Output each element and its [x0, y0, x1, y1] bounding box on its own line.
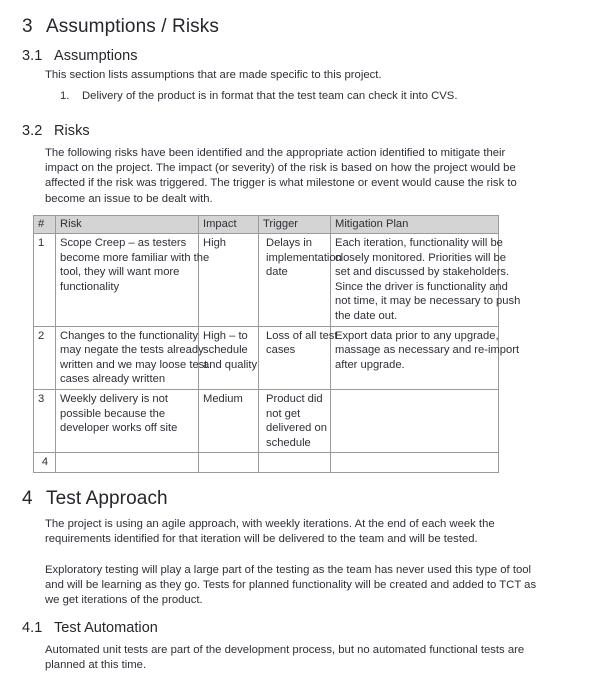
table-header-row: [34, 216, 499, 234]
test-approach-paragraph-1: The project is using an agile approach, with weekly iterations. At the end of each week the requirements identified for that iteration will be delivered to the team and will be tested.: [45, 518, 495, 546]
cell-trigger: [259, 453, 331, 473]
test-approach-paragraph-2: Exploratory testing will play a large part of the testing as the team has never used this type of tool and will be learning as they go. Tests for planned functionality will be created and added to TCT as we get iterations of the product.: [45, 564, 537, 607]
heading-3-assumptions-risks: [22, 16, 219, 38]
column-header-impact: Impact: [199, 216, 259, 234]
list-item: [60, 89, 530, 104]
cell-number: 4: [34, 453, 56, 473]
cell-risk: Weekly delivery is not possible because the developer works off site: [56, 389, 199, 452]
heading-3-1-assumptions: [22, 48, 138, 64]
heading-3-title: Assumptions / Risks: [46, 16, 219, 37]
heading-4-1-test-automation: [22, 620, 158, 636]
cell-number: 1: [34, 234, 56, 327]
cell-impact: Medium: [199, 389, 259, 452]
cell-mitigation: [331, 453, 499, 473]
heading-3-number: 3: [22, 16, 33, 37]
cell-trigger: Loss of all test cases: [259, 326, 331, 389]
cell-mitigation: Each iteration, functionality will be closely monitored. Priorities will be set and discussed by stakeholders. Since the driver is functionality and not time, it may be necessary to push the date out.: [331, 234, 499, 327]
column-header-mitigation: Mitigation Plan: [331, 216, 499, 234]
cell-risk: [56, 453, 199, 473]
cell-trigger: Product did not get delivered on schedule: [259, 389, 331, 452]
heading-4-number: 4: [22, 488, 33, 509]
assumptions-list: [60, 89, 530, 104]
assumptions-intro-paragraph: This section lists assumptions that are made specific to this project.: [45, 69, 382, 81]
table-row: [34, 326, 499, 389]
table-row: [34, 453, 499, 473]
heading-3-2-number: 3.2: [22, 123, 43, 139]
cell-number: 2: [34, 326, 56, 389]
cell-trigger: Delays in implementation date: [259, 234, 331, 327]
heading-3-2-risks: [22, 123, 90, 139]
cell-impact: High – to schedule and quality: [199, 326, 259, 389]
heading-3-1-title: Assumptions: [54, 48, 138, 64]
list-item-label: Delivery of the product is in format that the test team can check it into CVS.: [82, 90, 458, 102]
table-row: [34, 234, 499, 327]
test-automation-paragraph-1: Automated unit tests are part of the development process, but no automated functional tests are planned at this time.: [45, 644, 525, 672]
cell-mitigation: [331, 389, 499, 452]
heading-4-1-title: Test Automation: [54, 620, 158, 636]
heading-4-test-approach: [22, 488, 168, 510]
table-row: [34, 389, 499, 452]
cell-number: 3: [34, 389, 56, 452]
risks-intro-paragraph: The following risks have been identified and the appropriate action identified to mitigate their impact on the project. The impact (or severity) of the risk is based on how the project would be affected if the risk was triggered. The trigger is what milestone or event would cause the risk to become an issue to be dealt with.: [45, 147, 517, 205]
risk-table: [33, 215, 521, 473]
list-item-marker: 1.: [60, 90, 70, 102]
cell-impact: [199, 453, 259, 473]
column-header-trigger: Trigger: [259, 216, 331, 234]
cell-risk: Changes to the functionality may negate the tests already written and we may loose test cases already written: [56, 326, 199, 389]
heading-4-title: Test Approach: [46, 488, 168, 509]
heading-3-2-title: Risks: [54, 123, 90, 139]
cell-mitigation: Export data prior to any upgrade, massage as necessary and re-import after upgrade.: [331, 326, 499, 389]
column-header-risk: Risk: [56, 216, 199, 234]
cell-impact: High: [199, 234, 259, 327]
heading-4-1-number: 4.1: [22, 620, 43, 636]
cell-risk: Scope Creep – as testers become more familiar with the tool, they will want more functionality: [56, 234, 199, 327]
heading-3-1-number: 3.1: [22, 48, 43, 64]
column-header-number: #: [34, 216, 56, 234]
